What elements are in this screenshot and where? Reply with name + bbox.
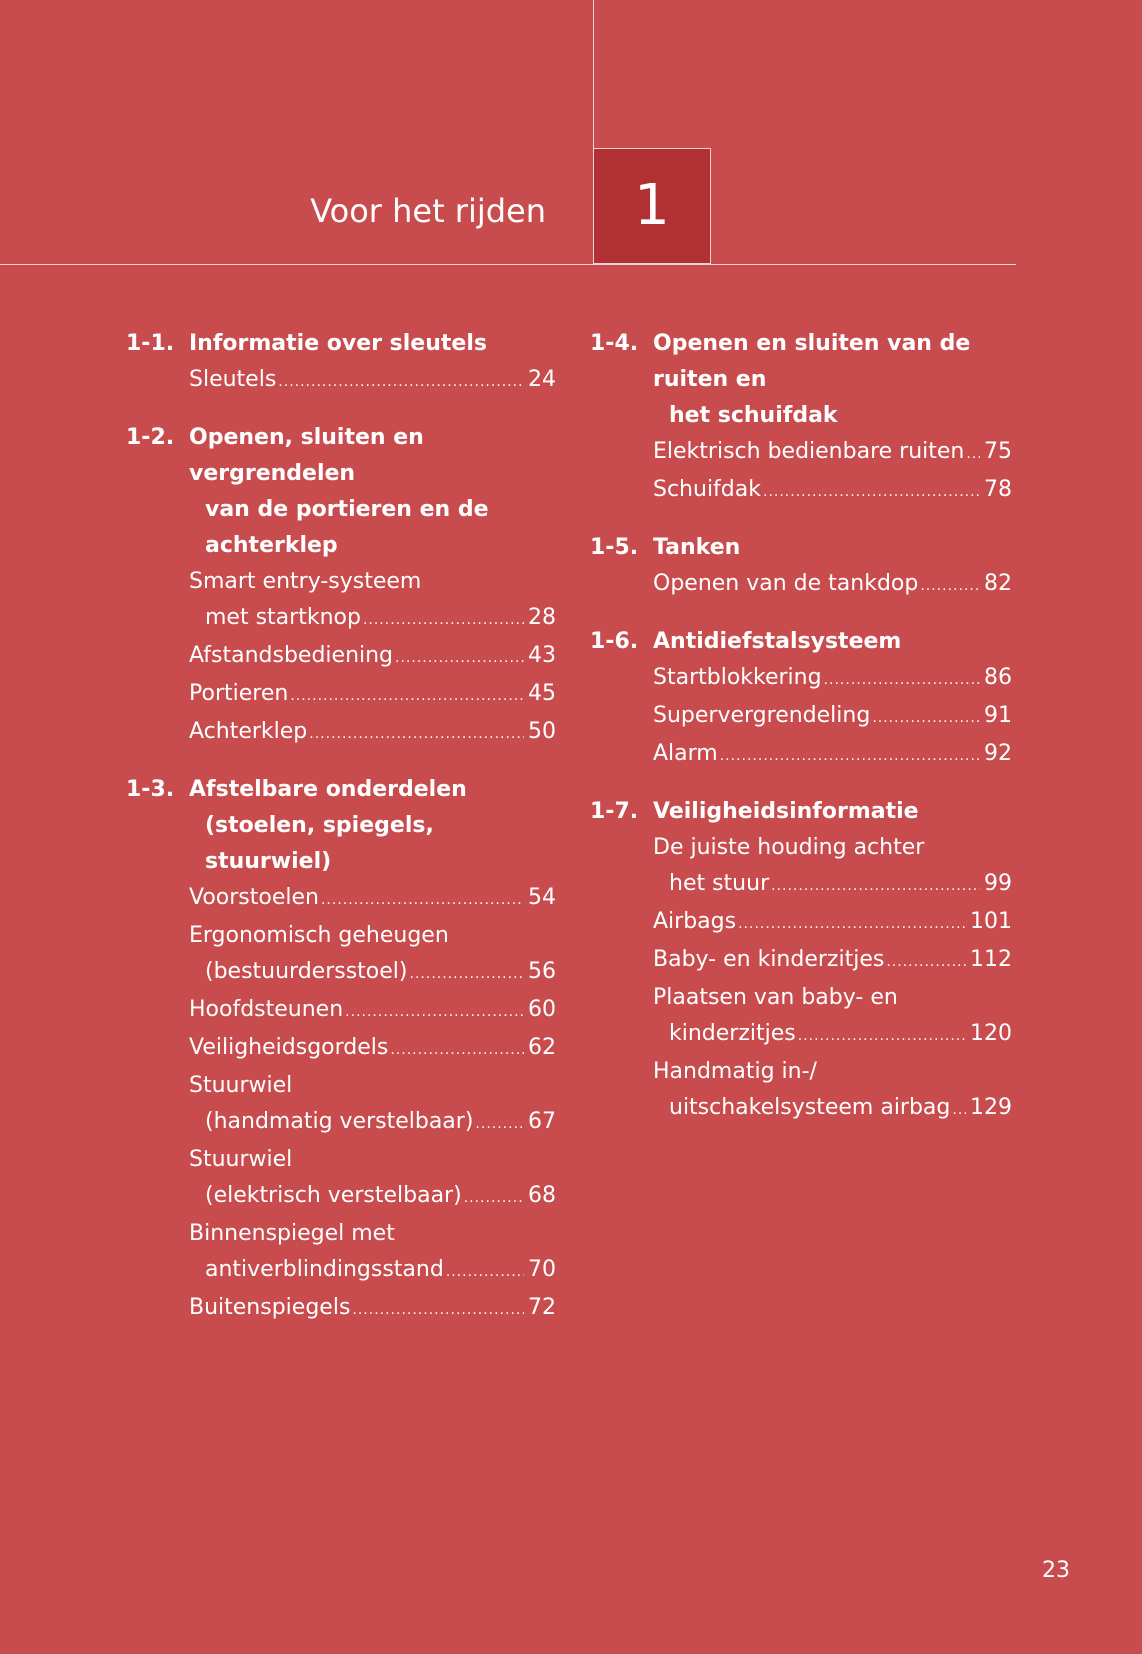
toc-entry-row[interactable]	[189, 1104, 556, 1142]
toc-entry[interactable]	[189, 918, 556, 992]
toc-entry-label-line: Stuurwiel	[189, 1073, 293, 1098]
toc-entry-row[interactable]	[653, 698, 1012, 736]
toc-entry-page: 67	[528, 1109, 556, 1134]
toc-entry-label: Veiligheidsgordels	[189, 1035, 389, 1060]
toc-entry-row[interactable]	[189, 638, 556, 676]
toc-entry-row[interactable]	[189, 1178, 556, 1216]
toc-entry-label: Baby- en kinderzitjes	[653, 947, 885, 972]
toc-entry-label: Achterklep	[189, 719, 308, 744]
toc-entry-page: 129	[970, 1095, 1012, 1120]
toc-entry-page: 112	[970, 947, 1012, 972]
toc-entry-row[interactable]	[653, 434, 1012, 472]
dot-leader	[352, 1292, 524, 1328]
dot-leader	[363, 602, 524, 638]
toc-entry-label: Schuifdak	[653, 477, 761, 502]
toc-entry[interactable]	[189, 676, 556, 714]
section-entries	[590, 660, 1012, 774]
toc-entry-page: 68	[528, 1183, 556, 1208]
toc-entry[interactable]	[653, 942, 1012, 980]
toc-entry-row[interactable]	[653, 942, 1012, 980]
section-number: 1-1.	[126, 331, 175, 356]
toc-entry[interactable]	[653, 904, 1012, 942]
toc-entry-label-line: Stuurwiel	[189, 1147, 293, 1172]
toc-entry[interactable]	[189, 1216, 556, 1290]
toc-entry-label: (handmatig verstelbaar)	[205, 1109, 474, 1134]
dot-leader	[321, 882, 524, 918]
toc-entry-page: 92	[984, 741, 1012, 766]
toc-entry-page: 99	[984, 871, 1012, 896]
section-heading	[590, 326, 1012, 434]
toc-entry[interactable]	[189, 564, 556, 638]
toc-entry-label: Airbags	[653, 909, 737, 934]
toc-entry-page: 86	[984, 665, 1012, 690]
toc-entry[interactable]	[189, 638, 556, 676]
toc-entry-label: het stuur	[669, 871, 770, 896]
toc-entry-row[interactable]	[653, 660, 1012, 698]
dot-leader	[763, 474, 980, 510]
toc-entry-label: met startknop	[205, 605, 361, 630]
toc-entry-page: 45	[528, 681, 556, 706]
section-heading	[590, 530, 1012, 566]
section-title	[653, 624, 1012, 660]
toc-entry-label: (bestuurdersstoel)	[205, 959, 408, 984]
toc-entry[interactable]	[653, 1054, 1012, 1128]
section-entries	[126, 880, 556, 1328]
dot-leader	[886, 944, 966, 980]
toc-entry-label-line: Plaatsen van baby- en	[653, 985, 898, 1010]
toc-entry-page: 43	[528, 643, 556, 668]
toc-entry[interactable]	[189, 992, 556, 1030]
section-title-line: Veiligheidsinformatie	[653, 799, 919, 824]
dot-leader	[395, 640, 524, 676]
toc-entry-page: 72	[528, 1295, 556, 1320]
toc-entry-row[interactable]	[189, 714, 556, 752]
toc-entry-page: 60	[528, 997, 556, 1022]
dot-leader	[345, 994, 524, 1030]
section-entries	[126, 362, 556, 400]
toc-entry-row[interactable]	[189, 954, 556, 992]
toc-entry-row[interactable]	[653, 866, 1012, 904]
toc-entry[interactable]	[653, 830, 1012, 904]
toc-entry-row[interactable]	[189, 600, 556, 638]
toc-entry-page: 24	[528, 367, 556, 392]
toc-entry-label: Sleutels	[189, 367, 277, 392]
toc-entry-row[interactable]	[653, 1090, 1012, 1128]
toc-entry-page: 91	[984, 703, 1012, 728]
section-title	[653, 326, 1012, 434]
section-title-line: (stoelen, spiegels, stuurwiel)	[205, 813, 434, 874]
toc-entry-page: 28	[528, 605, 556, 630]
section-title-line: Openen en sluiten van de ruiten en	[653, 331, 971, 392]
toc-entry-page: 82	[984, 571, 1012, 596]
section-entries	[590, 434, 1012, 510]
toc-entry-page: 70	[528, 1257, 556, 1282]
section-heading	[126, 326, 556, 362]
section-title-line: van de portieren en de	[205, 497, 489, 522]
section-heading	[126, 420, 556, 564]
toc-entry-label-line: Binnenspiegel met	[189, 1221, 395, 1246]
toc-section	[126, 326, 556, 400]
section-title-line: achterklep	[205, 533, 338, 558]
section-title	[189, 420, 556, 564]
toc-entry-page: 101	[970, 909, 1012, 934]
toc-entry-label: Supervergrendeling	[653, 703, 871, 728]
toc-column-left	[126, 326, 556, 1348]
section-number: 1-3.	[126, 777, 175, 802]
dot-leader	[824, 662, 980, 698]
section-heading	[126, 772, 556, 880]
toc-entry[interactable]	[653, 472, 1012, 510]
toc-entry[interactable]	[653, 736, 1012, 774]
section-title	[189, 326, 556, 362]
toc-entry-row[interactable]	[189, 992, 556, 1030]
toc-entry-label: Portieren	[189, 681, 289, 706]
page-number: 23	[1042, 1558, 1070, 1583]
toc-entry-label: Startblokkering	[653, 665, 822, 690]
toc-entry-row[interactable]	[653, 566, 1012, 604]
dot-leader	[464, 1180, 524, 1216]
section-entries	[590, 830, 1012, 1128]
toc-section	[126, 420, 556, 752]
header-vertical-rule	[593, 0, 594, 150]
toc-section	[590, 530, 1012, 604]
toc-entry-label: Buitenspiegels	[189, 1295, 351, 1320]
section-number: 1-2.	[126, 425, 175, 450]
toc-entry-page: 56	[528, 959, 556, 984]
section-number: 1-6.	[590, 629, 639, 654]
toc-entry[interactable]	[189, 1290, 556, 1328]
section-title-line: Antidiefstalsysteem	[653, 629, 902, 654]
toc-entry-label: Voorstoelen	[189, 885, 319, 910]
toc-entry-page: 54	[528, 885, 556, 910]
toc-entry-row[interactable]	[189, 362, 556, 400]
dot-leader	[771, 868, 980, 904]
toc-entry[interactable]	[189, 1068, 556, 1142]
toc-entry[interactable]	[653, 660, 1012, 698]
dot-leader	[920, 568, 980, 604]
toc-section	[126, 772, 556, 1328]
dot-leader	[798, 1018, 966, 1054]
dot-leader	[278, 364, 524, 400]
toc-entry-page: 62	[528, 1035, 556, 1060]
toc-entry-page: 120	[970, 1021, 1012, 1046]
section-entries	[126, 564, 556, 752]
toc-entry-page: 78	[984, 477, 1012, 502]
toc-entry-row[interactable]	[189, 880, 556, 918]
toc-entry-row[interactable]	[189, 1252, 556, 1290]
toc-entry-label-line: Handmatig in-/	[653, 1059, 817, 1084]
section-title	[653, 530, 1012, 566]
toc-entry-row[interactable]	[189, 1030, 556, 1068]
section-number: 1-7.	[590, 799, 639, 824]
dot-leader	[952, 1092, 966, 1128]
section-title-line: Tanken	[653, 535, 741, 560]
section-number: 1-5.	[590, 535, 639, 560]
section-title	[189, 772, 556, 880]
dot-leader	[309, 716, 524, 752]
toc-section	[590, 326, 1012, 510]
toc-entry-page: 75	[984, 439, 1012, 464]
toc-entry-label: Openen van de tankdop	[653, 571, 919, 596]
toc-entry-row[interactable]	[189, 676, 556, 714]
dot-leader	[446, 1254, 524, 1290]
section-entries	[590, 566, 1012, 604]
toc-section	[590, 624, 1012, 774]
dot-leader	[475, 1106, 524, 1142]
toc-entry[interactable]	[653, 434, 1012, 472]
section-title	[653, 794, 1012, 830]
toc-entry-row[interactable]	[653, 736, 1012, 774]
toc-entry-row[interactable]	[653, 472, 1012, 510]
toc-entry[interactable]	[189, 1030, 556, 1068]
dot-leader	[720, 738, 980, 774]
toc-entry-label: uitschakelsysteem airbag	[669, 1095, 951, 1120]
toc-entry[interactable]	[189, 1142, 556, 1216]
toc-entry-label-line: De juiste houding achter	[653, 835, 925, 860]
toc-entry-label: Elektrisch bedienbare ruiten	[653, 439, 965, 464]
toc-entry-label: Hoofdsteunen	[189, 997, 344, 1022]
toc-entry[interactable]	[189, 714, 556, 752]
toc-entry[interactable]	[653, 566, 1012, 604]
header-horizontal-rule	[0, 264, 1016, 265]
toc-entry-label: Alarm	[653, 741, 718, 766]
dot-leader	[410, 956, 524, 992]
toc-entry-label: kinderzitjes	[669, 1021, 796, 1046]
chapter-number: 1	[634, 173, 670, 238]
chapter-number-tab	[593, 148, 711, 264]
toc-entry-row[interactable]	[653, 1016, 1012, 1054]
toc-entry[interactable]	[189, 880, 556, 918]
toc-column-right	[590, 326, 1012, 1148]
dot-leader	[390, 1032, 524, 1068]
toc-entry-label: antiverblindingsstand	[205, 1257, 444, 1282]
toc-entry[interactable]	[653, 698, 1012, 736]
dot-leader	[290, 678, 524, 714]
dot-leader	[872, 700, 980, 736]
toc-entry-label-line: Smart entry-systeem	[189, 569, 422, 594]
toc-entry-page: 50	[528, 719, 556, 744]
toc-entry-label: (elektrisch verstelbaar)	[205, 1183, 462, 1208]
toc-entry[interactable]	[189, 362, 556, 400]
section-title-line: Openen, sluiten en vergrendelen	[189, 425, 424, 486]
section-number: 1-4.	[590, 331, 639, 356]
dot-leader	[966, 436, 980, 472]
toc-entry-row[interactable]	[653, 904, 1012, 942]
section-heading	[590, 624, 1012, 660]
section-title-line: Afstelbare onderdelen	[189, 777, 467, 802]
section-title-line: Informatie over sleutels	[189, 331, 487, 356]
toc-entry[interactable]	[653, 980, 1012, 1054]
dot-leader	[738, 906, 966, 942]
toc-section	[590, 794, 1012, 1128]
section-heading	[590, 794, 1012, 830]
toc-entry-label-line: Ergonomisch geheugen	[189, 923, 449, 948]
toc-entry-label: Afstandsbediening	[189, 643, 394, 668]
section-title-line: het schuifdak	[669, 403, 838, 428]
chapter-title: Voor het rijden	[310, 192, 546, 230]
toc-entry-row[interactable]	[189, 1290, 556, 1328]
